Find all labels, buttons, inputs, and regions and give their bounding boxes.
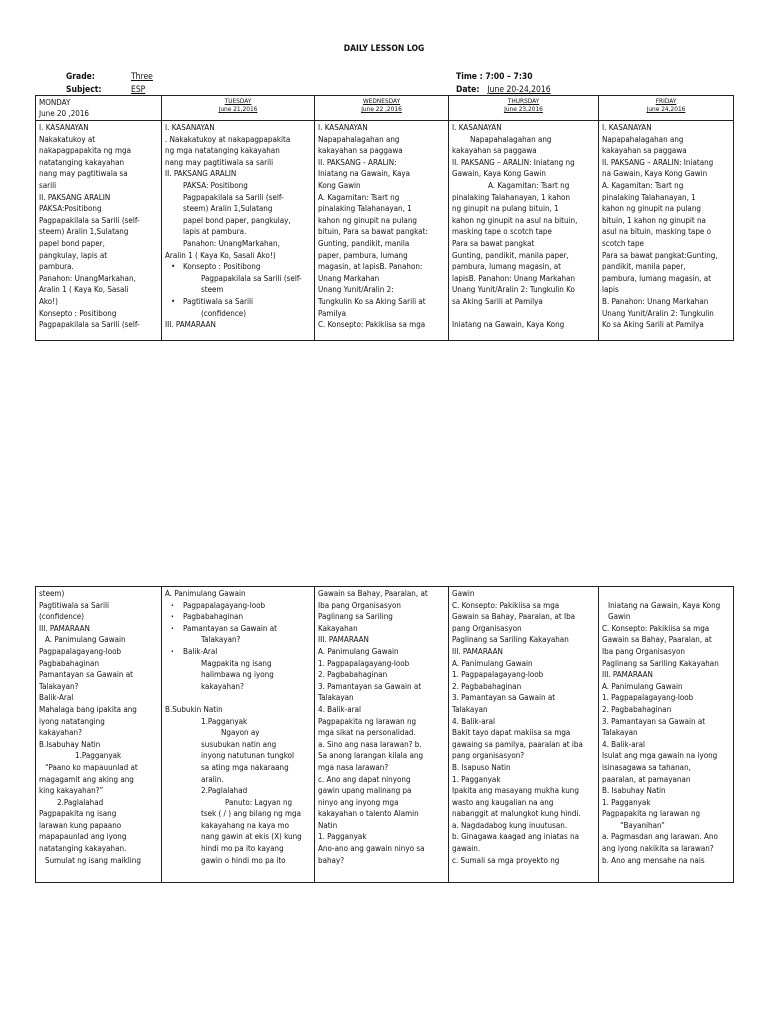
text-line: (confidence) bbox=[201, 308, 247, 318]
text-line: tsek ( / ) ang bilang ng mga bbox=[201, 809, 301, 819]
text-line: natatanging kakayahan. bbox=[39, 844, 127, 854]
text-line: mga sikat na personalidad. bbox=[318, 728, 416, 738]
text-line: 1. Pagpapalagayang-loob bbox=[452, 670, 544, 680]
text-line: bituin, Para sa bawat pangkat: bbox=[318, 227, 428, 237]
text-line bbox=[165, 623, 311, 635]
thursday-content-continued bbox=[449, 587, 599, 883]
tuesday-content-continued bbox=[162, 587, 315, 883]
text-line: steem) Aralin 1,Sulatang bbox=[39, 227, 129, 237]
friday-content bbox=[599, 121, 734, 341]
text-line: Balik-Aral bbox=[39, 693, 74, 703]
text-line: Pamantayan sa Gawain at bbox=[183, 623, 277, 633]
text-line: Talakayan? bbox=[201, 635, 241, 645]
text-line: Gawin bbox=[452, 589, 475, 598]
text-line: . Nakakatukoy at nakapagpapakita bbox=[165, 134, 291, 144]
text-line: B. Isapuso Natin bbox=[452, 762, 511, 772]
text-line: III. PAMARAAN bbox=[318, 635, 369, 645]
text-line: a. Nagdadabog kung inuutusan. bbox=[452, 820, 568, 830]
text-line: Konsepto : Positibong bbox=[39, 308, 117, 318]
text-line: pang Organisasyon bbox=[452, 623, 522, 633]
text-line: a. Pagmasdan ang larawan. Ano bbox=[602, 832, 718, 842]
text-line: Mahalaga bang ipakita ang bbox=[39, 704, 137, 714]
text-line: II. PAKSANG ARALIN bbox=[39, 192, 111, 202]
text-line: nang may pagtitiwala sa sarili bbox=[165, 157, 274, 167]
wednesday-content bbox=[315, 121, 449, 341]
text-line: Iba pang Organisasyon bbox=[602, 646, 685, 656]
text-line: 1. Pagpapalagayang-loob bbox=[318, 658, 410, 668]
text-line: Gawain, Kaya Kong Gawin bbox=[452, 169, 546, 179]
text-line: A. Panimulang Gawain bbox=[165, 589, 246, 598]
text-line: Sumulat ng isang maikling bbox=[45, 855, 141, 865]
text-line: na Gawain, Kaya Kong Gawin bbox=[602, 169, 708, 179]
text-line: Tungkulin Ko sa Aking Sarili at bbox=[318, 296, 426, 306]
text-line: kakayahan? bbox=[39, 728, 82, 738]
text-line: steem bbox=[201, 285, 224, 295]
text-line: pambura. bbox=[39, 262, 74, 272]
text-line: Pagpapakilala sa Sarili (self- bbox=[201, 273, 302, 283]
text-line: pinalaking Talahanayan, 1 bbox=[318, 204, 412, 214]
text-line: 1. Pagganyak bbox=[602, 797, 651, 807]
text-line: kahon ng ginupit na pulang bbox=[602, 204, 701, 214]
text-line: PAKSA: Positibong bbox=[183, 180, 248, 190]
text-line: Bakit tayo dapat makiisa sa mga bbox=[452, 728, 571, 738]
text-line: c. Ano ang dapat ninyong bbox=[318, 774, 411, 784]
bullet-icon bbox=[171, 624, 183, 633]
text-line: Pagtitiwala sa Sarili bbox=[183, 296, 253, 306]
time-text: Time : 7:00 – 7:30 bbox=[456, 72, 533, 82]
tuesday-content bbox=[162, 121, 315, 341]
text-line: Gawin bbox=[608, 612, 631, 622]
text-line: b. Ano ang mensahe na nais bbox=[602, 855, 705, 865]
text-line: pandikit, manila paper, bbox=[602, 262, 686, 272]
text-line: Gunting, pandikit, manila paper, bbox=[452, 250, 569, 260]
text-line: nang gawin at ekis (X) kung bbox=[201, 832, 302, 842]
text-line: isinasagawa sa tahanan, bbox=[602, 762, 691, 772]
day-header-wednesday bbox=[315, 96, 449, 121]
text-line: FRIDAY bbox=[655, 97, 677, 105]
text-line: larawan kung papaano bbox=[39, 820, 122, 830]
text-line: Balik-Aral bbox=[183, 646, 218, 656]
text-line: scotch tape bbox=[602, 238, 644, 248]
bullet-icon bbox=[171, 601, 183, 610]
text-line: June 23,2016 bbox=[504, 105, 543, 113]
wednesday-content-continued bbox=[315, 587, 449, 883]
text-line: Napapahalagahan ang bbox=[318, 134, 400, 144]
text-line: Pagpapakilala sa Sarili (self- bbox=[39, 320, 140, 330]
text-line: Iniatang na Gawain, Kaya bbox=[318, 169, 411, 179]
text-line: A. Kagamitan: Tsart ng bbox=[488, 180, 570, 190]
text-line: Pagpapakilala sa Sarili (self- bbox=[39, 215, 140, 225]
text-line: pangkulay, lapis at bbox=[39, 250, 108, 260]
text-line: Pagbabahaginan bbox=[39, 658, 99, 668]
text-line: Ako!) bbox=[39, 296, 58, 306]
text-line: steem) bbox=[39, 589, 65, 598]
text-line: B. Panahon: Unang Markahan bbox=[602, 296, 709, 306]
text-line: 4. Balik-aral bbox=[452, 716, 496, 726]
text-line: 2. Pagbabahaginan bbox=[452, 681, 522, 691]
text-line: Panahon: UnangMarkahan, bbox=[39, 273, 136, 283]
text-line bbox=[165, 296, 311, 308]
text-line bbox=[452, 308, 595, 320]
text-line bbox=[602, 588, 730, 600]
text-line: Pagpapalagayang-loob bbox=[183, 600, 266, 610]
text-line: 2. Pagbabahaginan bbox=[602, 704, 672, 714]
text-line: Paglinang sa Sariling Kakayahan bbox=[602, 658, 719, 668]
text-line: kakayahang na kaya mo bbox=[201, 820, 289, 830]
text-line: 2.Paglalahad bbox=[201, 786, 248, 796]
text-line: Ngayon ay bbox=[221, 728, 260, 738]
text-line: Magpakita ng isang bbox=[201, 658, 272, 668]
text-line: Aralin 1 ( Kaya Ko, Sasali Ako!) bbox=[165, 250, 276, 260]
thursday-content bbox=[449, 121, 599, 341]
monday-content bbox=[36, 121, 162, 341]
lesson-table-page-1 bbox=[35, 95, 734, 341]
text-line: Talakayan bbox=[318, 693, 354, 703]
text-line: PAKSA:Positibong bbox=[39, 204, 102, 214]
text-line: I. KASANAYAN bbox=[318, 123, 368, 132]
text-line bbox=[165, 692, 311, 704]
text-line: 3. Pamantayan sa Gawain at bbox=[602, 716, 706, 726]
text-line: 3. Pamantayan sa Gawain at bbox=[452, 693, 556, 703]
text-line: papel bond paper, pangkulay, bbox=[183, 215, 291, 225]
text-line: sa ating mga nakaraang bbox=[201, 762, 289, 772]
text-line: Para sa bawat pangkat:Gunting, bbox=[602, 250, 718, 260]
date-value: June 20-24,2016 bbox=[487, 85, 551, 95]
text-line: lapis bbox=[602, 285, 619, 295]
text-line: WEDNESDAY bbox=[362, 97, 401, 105]
day-header-tuesday bbox=[162, 96, 315, 121]
text-line: king kakayahan?” bbox=[39, 786, 104, 796]
text-line: Unang Yunit/Aralin 2: bbox=[318, 285, 394, 295]
text-line: Gunting, pandikit, manila bbox=[318, 238, 410, 248]
day-header-friday bbox=[599, 96, 734, 121]
text-line: iyong natatanging bbox=[39, 716, 105, 726]
text-line: C. Konsepto: Pakikiisa sa mga bbox=[452, 600, 560, 610]
text-line: Iniatang na Gawain, Kaya Kong bbox=[452, 320, 565, 330]
text-line: mapapaunlad ang iyong bbox=[39, 832, 127, 842]
text-line: inyong natutunan tungkol bbox=[201, 751, 294, 761]
text-line: lapisB. Panahon: Unang Markahan bbox=[452, 273, 576, 283]
text-line: kahon ng ginupit na asul na bituin, bbox=[452, 215, 578, 225]
text-line: kakayahan sa paggawa bbox=[602, 146, 687, 156]
text-line bbox=[165, 646, 311, 658]
text-line: II. PAKSANG ARALIN bbox=[165, 169, 237, 179]
friday-content-continued bbox=[599, 587, 734, 883]
bullet-icon bbox=[171, 262, 183, 271]
text-line: 2. Pagbabahaginan bbox=[318, 670, 388, 680]
text-line: A. Panimulang Gawain bbox=[602, 681, 683, 691]
text-line: June 24,2016 bbox=[646, 105, 686, 113]
text-line: bituin, 1 kahon ng ginupit na bbox=[602, 215, 706, 225]
text-line: natatanging kakayahan bbox=[39, 157, 125, 167]
text-line: pang organisasyon? bbox=[452, 751, 525, 761]
text-line: ng ginupit na pulang bituin, 1 bbox=[452, 204, 559, 214]
text-line: A. Panimulang Gawain bbox=[452, 658, 533, 668]
text-line: C. Konsepto: Pakikiisa sa mga bbox=[318, 320, 426, 330]
text-line: Iniatang na Gawain, Kaya Kong bbox=[608, 600, 721, 610]
text-line: nang may pagtitiwala sa bbox=[39, 169, 128, 179]
text-line: Gawain sa Bahay, Paaralan, at bbox=[602, 635, 712, 645]
grade-value: Three bbox=[131, 72, 153, 82]
text-line: Paglinang sa Sariling Kakayahan bbox=[452, 635, 569, 645]
text-line: June 22 ,2016 bbox=[361, 105, 402, 113]
text-line: bahay? bbox=[318, 855, 345, 865]
text-line: kakayahan sa paggawa bbox=[452, 146, 537, 156]
text-line: Napapahalagahan ang bbox=[602, 134, 684, 144]
text-line: Pagtitiwala sa Sarili bbox=[39, 600, 109, 610]
text-line: masking tape o scotch tape bbox=[452, 227, 552, 237]
text-line: II. PAKSANG – ARALIN: Iniatang ng bbox=[452, 157, 575, 167]
text-line: Ko sa Aking Sarili at Pamilya bbox=[602, 320, 704, 330]
text-line: III. PAMARAAN bbox=[452, 646, 503, 656]
text-line: I. KASANAYAN bbox=[165, 123, 215, 132]
text-line: 3. Pamantayan sa Gawain at bbox=[318, 681, 422, 691]
text-line: I. KASANAYAN bbox=[602, 123, 652, 132]
text-line: susubukan natin ang bbox=[201, 739, 277, 749]
text-line: Pagpapakita ng larawan ng bbox=[318, 716, 417, 726]
text-line: Natin bbox=[318, 820, 338, 830]
text-line: Sa anong larangan kilala ang bbox=[318, 751, 424, 761]
text-line: Pamilya bbox=[318, 308, 347, 318]
text-line: 1. Pagganyak bbox=[318, 832, 367, 842]
text-line: III. PAMARAAN bbox=[39, 623, 90, 633]
text-line: 4. Balik-aral bbox=[602, 739, 646, 749]
text-line: aralin. bbox=[201, 774, 224, 784]
text-line: TUESDAY bbox=[224, 97, 252, 105]
text-line: Talakayan bbox=[452, 704, 488, 714]
text-line: MONDAY bbox=[39, 98, 71, 107]
text-line: B.Isabuhay Natin bbox=[39, 739, 101, 749]
text-line: magagamit ang aking ang bbox=[39, 774, 134, 784]
text-line: mga nasa larawan? bbox=[318, 762, 389, 772]
text-line bbox=[165, 261, 311, 273]
text-line: a. Sino ang nasa larawan? b. bbox=[318, 739, 422, 749]
text-line: Pagbabahaginan bbox=[183, 612, 243, 622]
text-line: sa Aking Sarili at Pamilya bbox=[452, 296, 543, 306]
text-line: THURSDAY bbox=[507, 97, 540, 105]
text-line: Para sa bawat pangkat bbox=[452, 238, 535, 248]
text-line: pambura, lumang magasin, at bbox=[602, 273, 711, 283]
text-line: Pagpapalagayang-loob bbox=[39, 646, 122, 656]
text-line: b. Ginagawa kaagad ang iniatas na bbox=[452, 832, 579, 842]
text-line: kakayahan? bbox=[201, 681, 244, 691]
text-line: II. PAKSANG – ARALIN: Iniatang bbox=[602, 157, 714, 167]
date-label: Date: bbox=[456, 85, 480, 95]
subject-label: Subject: bbox=[66, 85, 102, 95]
text-line: 2.Paglalahad bbox=[57, 797, 104, 807]
text-line: Unang Yunit/Aralin 2: Tungkulin bbox=[602, 308, 714, 318]
text-line: pinalaking Talahanayan, 1 bbox=[602, 192, 696, 202]
text-line: Pagpapakita ng isang bbox=[39, 809, 117, 819]
document-title: DAILY LESSON LOG bbox=[343, 44, 425, 54]
text-line: Ipakita ang masayang mukha kung bbox=[452, 786, 579, 796]
text-line: kahon ng ginupit na pulang bbox=[318, 215, 417, 225]
text-line: A. Panimulang Gawain bbox=[45, 635, 126, 645]
text-line: steem) Aralin 1,Sulatang bbox=[183, 204, 273, 214]
bullet-icon bbox=[171, 647, 183, 656]
subject-value: ESP bbox=[131, 85, 146, 95]
text-line: 1. Pagpapalagayang-loob bbox=[602, 693, 694, 703]
text-line: A. Kagamitan: Tsart ng bbox=[318, 192, 400, 202]
text-line: III. PAMARAAN bbox=[165, 320, 216, 330]
text-line: pambura, lumang magasin, at bbox=[452, 262, 561, 272]
text-line: II. PAKSANG - ARALIN: bbox=[318, 157, 397, 167]
text-line: kakayahan o talento Alamin bbox=[318, 809, 419, 819]
text-line: papel bond paper, bbox=[39, 238, 105, 248]
text-line: C. Konsepto: Pakikiisa sa mga bbox=[602, 623, 710, 633]
text-line: Unang Markahan bbox=[318, 273, 380, 283]
bullet-icon bbox=[171, 612, 183, 621]
text-line: kakayahan sa paggawa bbox=[318, 146, 403, 156]
text-line: pinalaking Talahanayan, 1 kahon bbox=[452, 192, 571, 202]
text-line: magasin, at lapisB. Panahon: bbox=[318, 262, 423, 272]
text-line: gawaing sa pamilya, paaralan at iba bbox=[452, 739, 583, 749]
grade-label: Grade: bbox=[66, 72, 95, 82]
text-line: B.Subukin Natin bbox=[165, 704, 223, 714]
text-line: Iba pang Organisasyon bbox=[318, 600, 401, 610]
text-line: gawin o hindi mo pa ito bbox=[201, 855, 286, 865]
text-line: ang iyong nakikita sa larawan? bbox=[602, 844, 714, 854]
day-header-thursday bbox=[449, 96, 599, 121]
text-line: A. Kagamitan: Tsart ng bbox=[602, 180, 684, 190]
text-line: Talakayan? bbox=[39, 681, 79, 691]
text-line: Unang Yunit/Aralin 2: Tungkulin Ko bbox=[452, 285, 575, 295]
text-line: I. KASANAYAN bbox=[452, 123, 502, 132]
text-line: Pagpapakita ng larawan ng bbox=[602, 809, 701, 819]
text-line: nabanggit at malungkot kung hindi. bbox=[452, 809, 581, 819]
text-line: Panuto: Lagyan ng bbox=[225, 797, 293, 807]
text-line: Konsepto : Positibong bbox=[183, 262, 261, 272]
text-line bbox=[165, 600, 311, 612]
text-line: sarili bbox=[39, 180, 57, 190]
text-line: wasto ang kaugalian na ang bbox=[452, 797, 554, 807]
text-line: asul na bituin, masking tape o bbox=[602, 227, 712, 237]
text-line: Nakakatukoy at bbox=[39, 134, 96, 144]
text-line: Panahon: UnangMarkahan, bbox=[183, 238, 280, 248]
text-line: B. Isabuhay Natin bbox=[602, 786, 666, 796]
text-line: Talakayan bbox=[602, 728, 638, 738]
text-line: gawin upang malinang pa bbox=[318, 786, 412, 796]
text-line: Pagpapakilala sa Sarili (self- bbox=[183, 192, 284, 202]
text-line: nakapagpapakita ng mga bbox=[39, 146, 132, 156]
text-line: June 21,2016 bbox=[218, 105, 258, 113]
text-line: Gawain sa Bahay, Paaralan, at bbox=[318, 589, 428, 598]
text-line: 1. Pagganyak bbox=[452, 774, 501, 784]
text-line: hindi mo pa ito kayang bbox=[201, 844, 284, 854]
text-line: Aralin 1 ( Kaya Ko, Sasali bbox=[39, 285, 129, 295]
text-line bbox=[165, 611, 311, 623]
text-line: Kong Gawin bbox=[318, 180, 361, 190]
text-line: 1.Pagganyak bbox=[201, 716, 248, 726]
monday-content-continued bbox=[36, 587, 162, 883]
text-line: 4. Balik-aral bbox=[318, 704, 362, 714]
text-line: paaralan, at pamayanan bbox=[602, 774, 691, 784]
text-line: ng mga natatanging kakayahan bbox=[165, 146, 280, 156]
text-line: “Bayanihan” bbox=[620, 820, 665, 830]
text-line: c. Sumali sa mga proyekto ng bbox=[452, 855, 560, 865]
text-line: June 20 ,2016 bbox=[39, 109, 89, 118]
text-line: Ano-ano ang gawain ninyo sa bbox=[318, 844, 425, 854]
text-line: gawain. bbox=[452, 844, 481, 854]
day-header-monday bbox=[36, 96, 162, 121]
text-line: lapis at pambura. bbox=[183, 227, 247, 237]
text-line: A. Panimulang Gawain bbox=[318, 646, 399, 656]
text-line: ninyo ang inyong mga bbox=[318, 797, 399, 807]
text-line: Paglinang sa Sariling bbox=[318, 612, 393, 622]
text-line: III. PAMARAAN bbox=[602, 670, 653, 680]
text-line: paper, pambura, lumang bbox=[318, 250, 408, 260]
text-line: Pamantayan sa Gawain at bbox=[39, 670, 133, 680]
text-line: Kakayahan bbox=[318, 623, 358, 633]
lesson-table-page-2 bbox=[35, 586, 734, 883]
text-line: 1.Pagganyak bbox=[75, 751, 122, 761]
text-line: Gawain sa Bahay, Paaralan, at Iba bbox=[452, 612, 576, 622]
bullet-icon bbox=[171, 297, 183, 306]
text-line: Isulat ang mga gawain na iyong bbox=[602, 751, 718, 761]
day-header-row bbox=[36, 96, 734, 121]
text-line: Napapahalagahan ang bbox=[470, 134, 552, 144]
text-line: halimbawa ng iyong bbox=[201, 670, 274, 680]
text-line: “Paano ko mapauunlad at bbox=[45, 762, 138, 772]
text-line: (confidence) bbox=[39, 612, 85, 622]
text-line: I. KASANAYAN bbox=[39, 123, 89, 132]
